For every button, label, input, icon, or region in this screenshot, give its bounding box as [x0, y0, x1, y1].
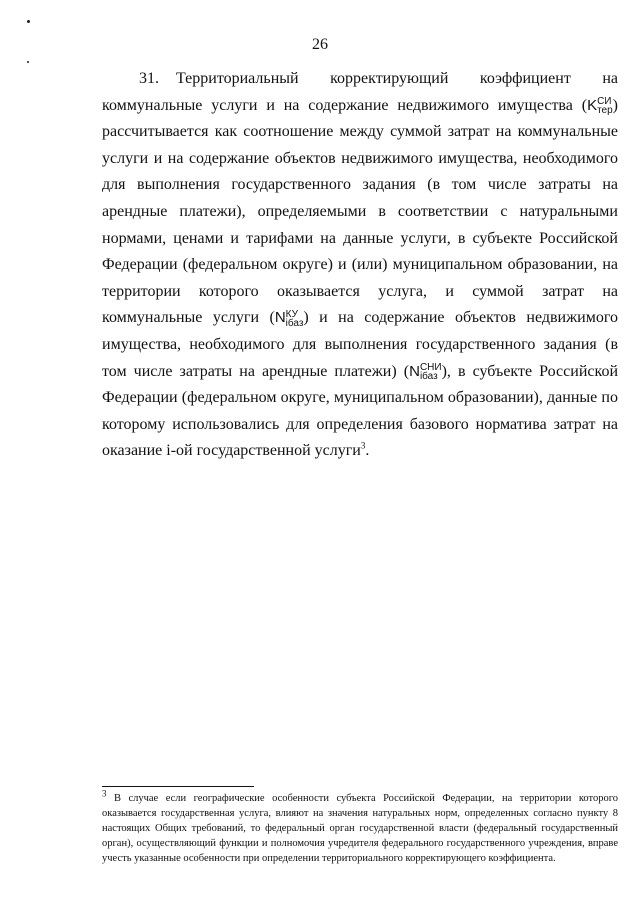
paragraph-text-part1: Территориальный корректирующий коэффициент на коммунальные услуги и на содержание недвижимого имущества (: [102, 70, 618, 114]
symbol-n-sni: N СНИ iбаз: [409, 361, 442, 382]
footnote-reference[interactable]: 3: [360, 440, 366, 451]
scan-speck-bottom: [27, 61, 29, 63]
footnote-divider: [102, 786, 254, 787]
scan-speck-top: [27, 20, 30, 23]
footnote-text: В случае если географические особенности субъекта Российской Федерации, на территории которого оказывается государственная услуга, влияют на значения натуральных норм, определенных согласно пункту 8 настоящих Общих требований, то федеральный орган государственной власти (федеральный государственный орган), осуществляющий функции и полномочия учредителя федерального государственного учреждения, вправе учесть указанные особенности при определении территориального корректирующего коэффициента.: [102, 793, 618, 864]
footnote-3: [102, 788, 618, 866]
paragraph-text-part2: ) рассчитывается как соотношение между суммой затрат на коммунальные услуги и на содержание объектов недвижимого имущества, необходимого для выполнения государственного задания (в том числе затраты на арендные платежи), определяемыми в соответствии с натуральными нормами, ценами и тарифами на данные услуги, в субъекте Российской Федерации (федеральном округе) и (или) муниципальном образовании, на территории которого оказывается услуга, и суммой затрат на коммунальные услуги (: [102, 96, 618, 327]
page-number: 26: [312, 36, 328, 53]
paragraph-text-part3: ) и на содержание объектов недвижимого имущества, необходимого для выполнения государственного задания (в том числе затраты на арендные платежи) (: [102, 309, 619, 380]
paragraph-end: .: [365, 442, 370, 460]
symbol-k-ter: K СИ тер: [587, 95, 613, 116]
footnote-marker: 3: [102, 788, 107, 799]
symbol-n-ku: N КУ iбаз: [274, 308, 304, 329]
paragraph-text-part4: ), в субъекте Российской Федерации (федеральном округе, муниципальном образовании), данные по которому использовались для определения базового норматива затрат на оказание i-ой государственной услуги: [102, 362, 619, 460]
paragraph-number: 31.: [139, 70, 159, 87]
paragraph-31: [102, 66, 618, 465]
